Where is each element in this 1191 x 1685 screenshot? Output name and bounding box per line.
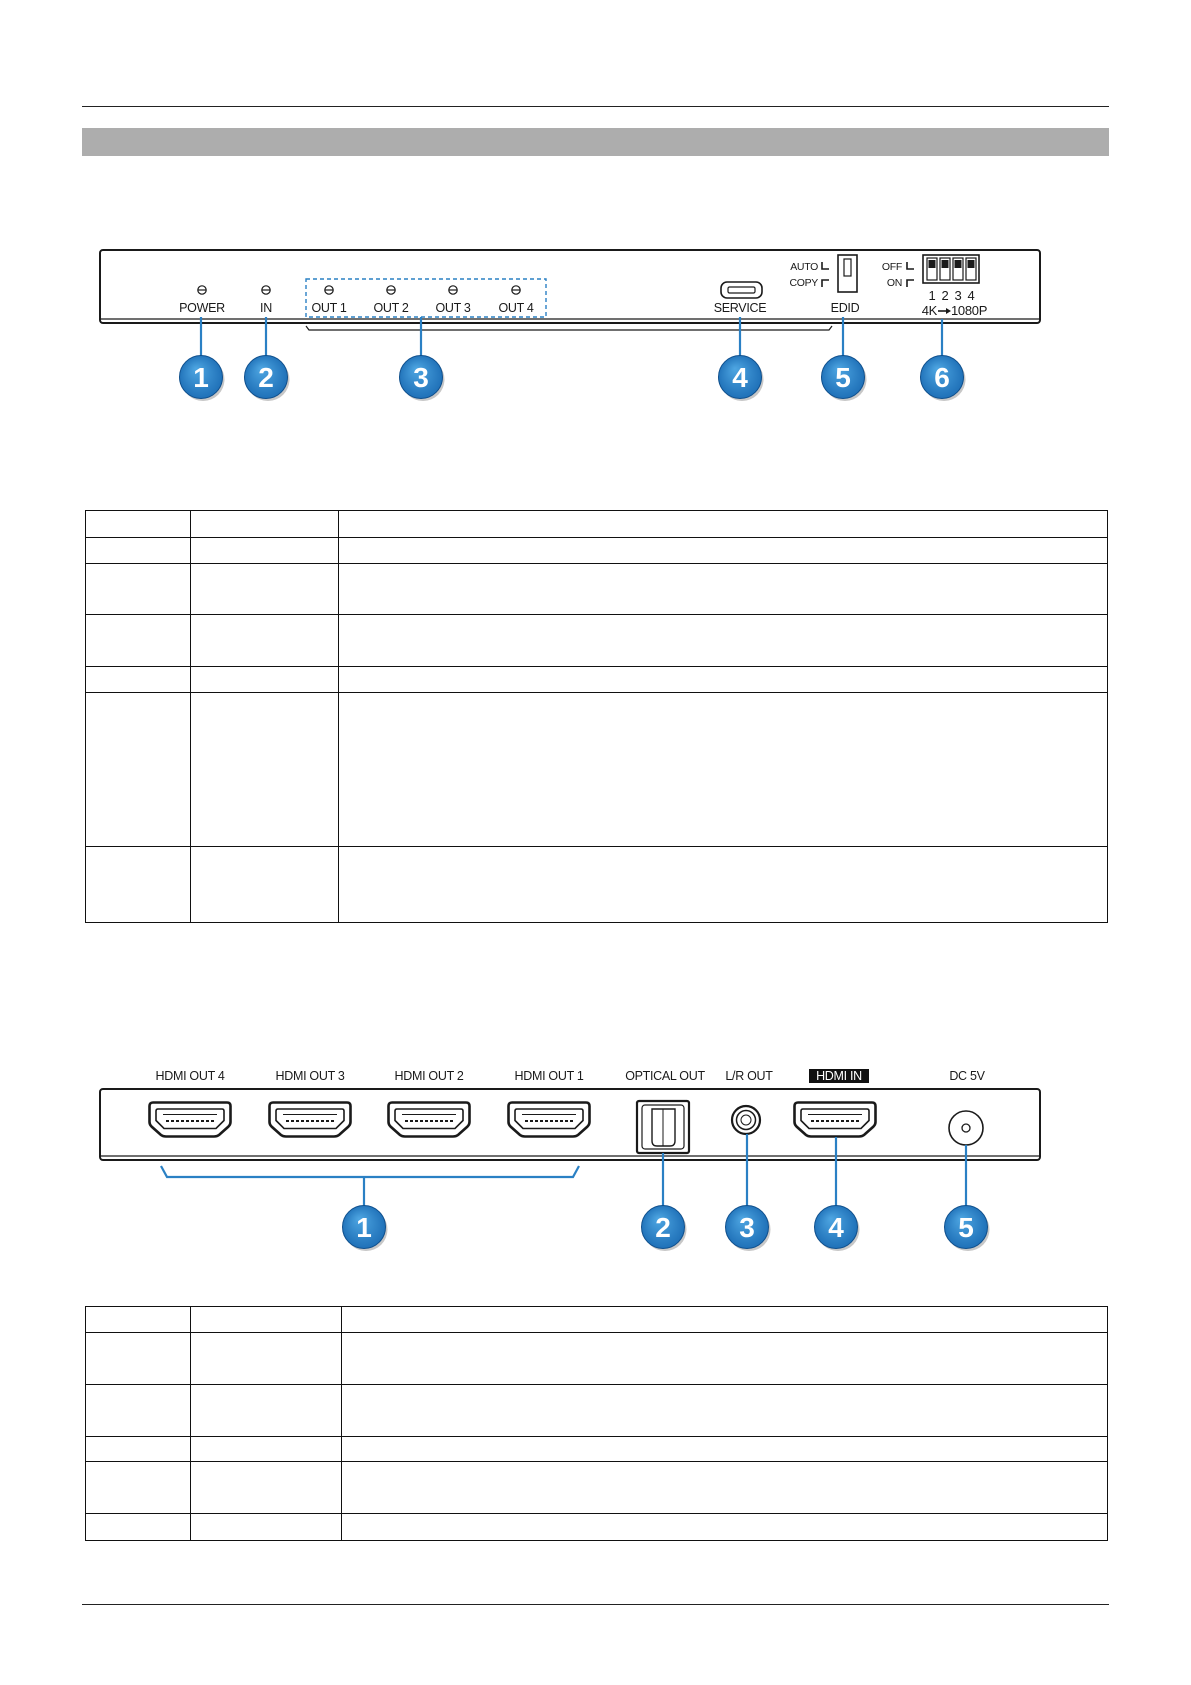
table-row <box>86 667 1108 693</box>
service-port-label: SERVICE <box>713 301 767 315</box>
table-cell <box>342 1462 1108 1514</box>
dip-scale-to-label: 1080P <box>951 303 988 318</box>
table-header-cell <box>191 511 339 538</box>
table-row <box>86 1333 1108 1385</box>
front-panel-foot <box>306 326 832 330</box>
rear-callout-5-number: 5 <box>958 1212 974 1243</box>
front-callout-3 <box>400 356 445 402</box>
table-row <box>86 1462 1108 1514</box>
table-row <box>86 538 1108 564</box>
table-row <box>86 1514 1108 1541</box>
dip-number-4: 4 <box>967 288 975 303</box>
front-callout-6-number: 6 <box>934 362 950 393</box>
hdmi-out-3-label: HDMI OUT 3 <box>275 1069 345 1083</box>
table-cell <box>191 538 339 564</box>
table-cell <box>339 667 1108 693</box>
out2-led-label: OUT 2 <box>373 301 409 315</box>
table-header-cell <box>342 1307 1108 1333</box>
input-led-label: IN <box>260 301 272 315</box>
dip-knob-2 <box>942 260 949 268</box>
rear-panel-table <box>85 1306 1108 1541</box>
table-cell <box>339 615 1108 667</box>
table-cell <box>86 564 191 615</box>
out4-led-label: OUT 4 <box>498 301 534 315</box>
hdmi-in-port-icon <box>795 1103 876 1137</box>
table-cell <box>191 564 339 615</box>
hdmi-out-1-label: HDMI OUT 1 <box>514 1069 584 1083</box>
lr-audio-jack-icon <box>732 1106 760 1134</box>
rear-callout-5 <box>945 1206 990 1252</box>
rear-callout-3-number: 3 <box>739 1212 755 1243</box>
table-cell <box>339 693 1108 847</box>
rear-callout-4-number: 4 <box>828 1212 844 1243</box>
table-cell <box>86 615 191 667</box>
hdmi-outputs-bracket <box>161 1166 579 1177</box>
dip-number-1: 1 <box>928 288 936 303</box>
edid-label: EDID <box>830 301 860 315</box>
out2-led-icon <box>387 286 395 294</box>
table-header-row <box>86 511 1108 538</box>
rear-callout-2-number: 2 <box>655 1212 671 1243</box>
rear-callout-1 <box>343 1206 388 1252</box>
hdmi-out-4-label: HDMI OUT 4 <box>155 1069 225 1083</box>
power-led-label: POWER <box>179 301 225 315</box>
front-callout-4 <box>719 356 764 402</box>
table-cell <box>339 538 1108 564</box>
out3-led-icon <box>449 286 457 294</box>
table-cell <box>191 1437 342 1462</box>
dc-in-label: DC 5V <box>949 1069 985 1083</box>
out3-led-label: OUT 3 <box>435 301 471 315</box>
table-row <box>86 564 1108 615</box>
edid-auto-label: AUTO <box>790 261 818 273</box>
table-cell <box>191 667 339 693</box>
front-callout-5-number: 5 <box>835 362 851 393</box>
table-cell <box>86 667 191 693</box>
front-callout-1 <box>180 356 225 402</box>
table-cell <box>86 693 191 847</box>
optical-out-port-icon <box>637 1101 689 1153</box>
table-cell <box>191 615 339 667</box>
table-cell <box>86 847 191 923</box>
table-row <box>86 693 1108 847</box>
table-cell <box>191 1462 342 1514</box>
hdmi-out-3-port-icon <box>270 1103 351 1137</box>
optical-out-label: OPTICAL OUT <box>625 1069 705 1083</box>
table-cell <box>86 538 191 564</box>
hdmi-in-label: HDMI IN <box>816 1069 862 1083</box>
hdmi-out-1-port-icon <box>509 1103 590 1137</box>
rear-callout-3 <box>726 1206 771 1252</box>
input-led-icon <box>262 286 270 294</box>
table-header-cell <box>86 511 191 538</box>
dip-knob-4 <box>968 260 975 268</box>
table-cell <box>342 1437 1108 1462</box>
table-row <box>86 615 1108 667</box>
bottom-rule <box>82 1604 1109 1605</box>
hdmi-out-2-port-icon <box>389 1103 470 1137</box>
table-cell <box>86 1462 191 1514</box>
table-cell <box>339 847 1108 923</box>
table-cell <box>86 1437 191 1462</box>
dip-knob-3 <box>955 260 962 268</box>
lr-out-label: L/R OUT <box>725 1069 773 1083</box>
dip-off-label: OFF <box>881 261 902 273</box>
out1-led-label: OUT 1 <box>311 301 347 315</box>
rear-callout-2 <box>642 1206 687 1252</box>
table-cell <box>191 1385 342 1437</box>
power-led-icon <box>198 286 206 294</box>
front-callout-1-number: 1 <box>193 362 209 393</box>
table-cell <box>191 693 339 847</box>
dip-knob-1 <box>929 260 936 268</box>
table-cell <box>339 564 1108 615</box>
table-cell <box>342 1385 1108 1437</box>
rear-callout-1-number: 1 <box>356 1212 372 1243</box>
front-panel-diagram <box>100 250 1040 401</box>
table-cell <box>86 1385 191 1437</box>
out4-led-icon <box>512 286 520 294</box>
front-callout-3-number: 3 <box>413 362 429 393</box>
rear-panel-diagram <box>100 1069 1040 1251</box>
hdmi-out-2-label: HDMI OUT 2 <box>394 1069 464 1083</box>
rear-callout-4 <box>815 1206 860 1252</box>
dip-number-3: 3 <box>954 288 962 303</box>
dip-scale-from-label: 4K <box>921 303 937 318</box>
front-callout-5 <box>822 356 867 402</box>
table-row <box>86 1437 1108 1462</box>
table-cell <box>86 1333 191 1385</box>
front-panel-table <box>85 510 1108 923</box>
table-row <box>86 847 1108 923</box>
table-cell <box>342 1333 1108 1385</box>
table-row <box>86 1385 1108 1437</box>
table-header-row <box>86 1307 1108 1333</box>
table-cell <box>86 1514 191 1541</box>
out1-led-icon <box>325 286 333 294</box>
front-callout-2-number: 2 <box>258 362 274 393</box>
front-callout-6 <box>921 356 966 402</box>
front-callout-2 <box>245 356 290 402</box>
table-header-cell <box>191 1307 342 1333</box>
dc-power-jack-icon <box>949 1111 983 1145</box>
hdmi-out-4-port-icon <box>150 1103 231 1137</box>
table-cell <box>342 1514 1108 1541</box>
table-header-cell <box>86 1307 191 1333</box>
table-cell <box>191 1333 342 1385</box>
dip-number-2: 2 <box>941 288 949 303</box>
front-callout-4-number: 4 <box>732 362 748 393</box>
dip-on-label: ON <box>886 277 902 289</box>
table-cell <box>191 847 339 923</box>
table-cell <box>191 1514 342 1541</box>
edid-copy-label: COPY <box>789 277 818 289</box>
table-header-cell <box>339 511 1108 538</box>
